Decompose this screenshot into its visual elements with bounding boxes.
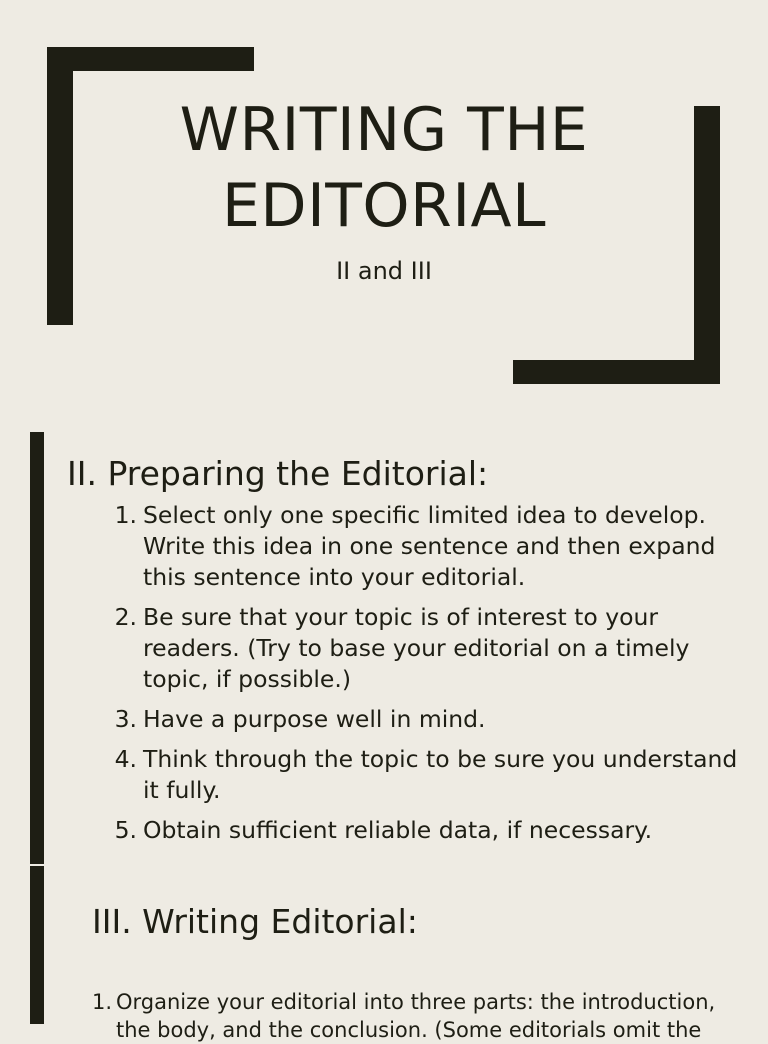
slide-heading: II. Preparing the Editorial:	[67, 454, 489, 493]
list-number: 2.	[114, 603, 137, 631]
title-slide	[0, 0, 768, 432]
list-number: 1.	[91, 990, 112, 1014]
title-line-2: EDITORIAL	[221, 171, 547, 241]
list-text: Be sure that your topic is of interest to your readers. (Try to base your editorial on a timely topic, if possible.)	[143, 603, 690, 693]
list-text: Think through the topic to be sure you understand it fully.	[143, 745, 738, 804]
slide-title	[0, 92, 768, 244]
list-number: 1.	[114, 501, 137, 529]
list-number: 3.	[114, 705, 137, 733]
list-number: 4.	[114, 745, 137, 773]
bracket-bottom-right-horizontal	[513, 360, 720, 384]
list-item	[114, 704, 743, 735]
list-item	[114, 815, 743, 846]
steps-list	[114, 500, 743, 855]
left-accent-bar	[30, 432, 44, 864]
preparing-slide	[0, 432, 768, 864]
slide-heading: III. Writing Editorial:	[92, 902, 418, 941]
list-text: Have a purpose well in mind.	[143, 705, 486, 733]
list-text: Organize your editorial into three parts: the introduction, the body, and the conclusion. (Some editorials omit the	[116, 990, 716, 1042]
list-number: 5.	[114, 816, 137, 844]
list-text: Obtain sufficient reliable data, if necessary.	[143, 816, 653, 844]
list-text: Select only one specific limited idea to develop. Write this idea in one sentence and then expand this sentence into your editorial.	[143, 501, 716, 591]
list-item	[114, 602, 743, 695]
writing-slide	[0, 864, 768, 1042]
list-item	[114, 744, 743, 806]
title-line-1: WRITING THE	[179, 95, 589, 165]
steps-list	[91, 988, 756, 1044]
left-accent-bar	[30, 866, 44, 1024]
list-item	[114, 500, 743, 593]
slide-subtitle: II and III	[336, 257, 432, 285]
bracket-top-left-horizontal	[47, 47, 254, 71]
list-item	[91, 988, 756, 1044]
